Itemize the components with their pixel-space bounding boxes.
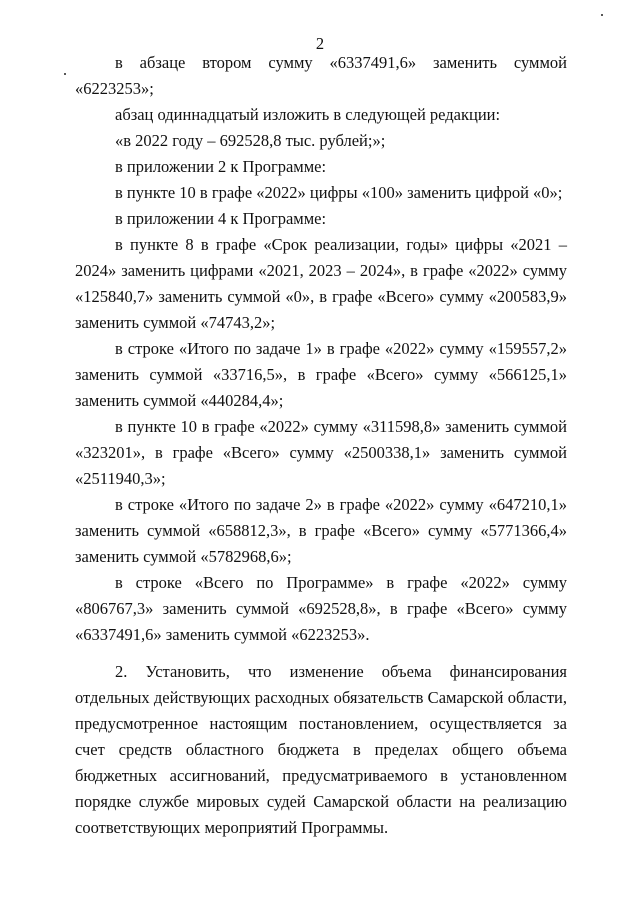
paragraph: в приложении 2 к Программе: [115, 157, 327, 176]
paragraph: в пункте 8 в графе «Срок реализации, годы» цифры «2021 – 2024» заменить цифрами «2021, 2023 – 2024», в графе «2022» сумму «125840,7» заменить суммой «0», в графе «Всего» сумму «200583,9» заменить суммой «74743,2»; [75, 235, 567, 332]
scan-speck [64, 73, 66, 75]
paragraph: в абзаце втором сумму «6337491,6» заменить суммой «6223253»; [75, 53, 567, 98]
paragraph: в строке «Всего по Программе» в графе «2022» сумму «806767,3» заменить суммой «692528,8», в графе «Всего» сумму «6337491,6» заменить суммой «6223253». [75, 573, 567, 644]
paragraph: в пункте 10 в графе «2022» цифры «100» заменить цифрой «0»; [115, 183, 563, 202]
scan-speck [601, 14, 603, 16]
paragraph: 2. Установить, что изменение объема финансирования отдельных действующих расходных обязательств Самарской области, предусмотренное настоящим постановлением, осуществляется за счет средств областного бюджета в пределах общего объема бюджетных ассигнований, предусматриваемого в установленном порядке службе мировых судей Самарской области на реализацию соответствующих мероприятий Программы. [75, 662, 567, 837]
paragraph: «в 2022 году – 692528,8 тыс. рублей;»; [115, 131, 386, 150]
document-body [75, 50, 567, 841]
paragraph: в строке «Итого по задаче 2» в графе «2022» сумму «647210,1» заменить суммой «658812,3», в графе «Всего» сумму «5771366,4» заменить суммой «5782968,6»; [75, 495, 567, 566]
paragraph: в строке «Итого по задаче 1» в графе «2022» сумму «159557,2» заменить суммой «33716,5», в графе «Всего» сумму «566125,1» заменить суммой «440284,4»; [75, 339, 567, 410]
page-number: 2 [315, 34, 325, 53]
paragraph: в приложении 4 к Программе: [115, 209, 327, 228]
paragraph: абзац одиннадцатый изложить в следующей редакции: [115, 105, 501, 124]
paragraph: в пункте 10 в графе «2022» сумму «311598,8» заменить суммой «323201», в графе «Всего» сумму «2500338,1» заменить суммой «2511940,3»; [75, 417, 567, 488]
